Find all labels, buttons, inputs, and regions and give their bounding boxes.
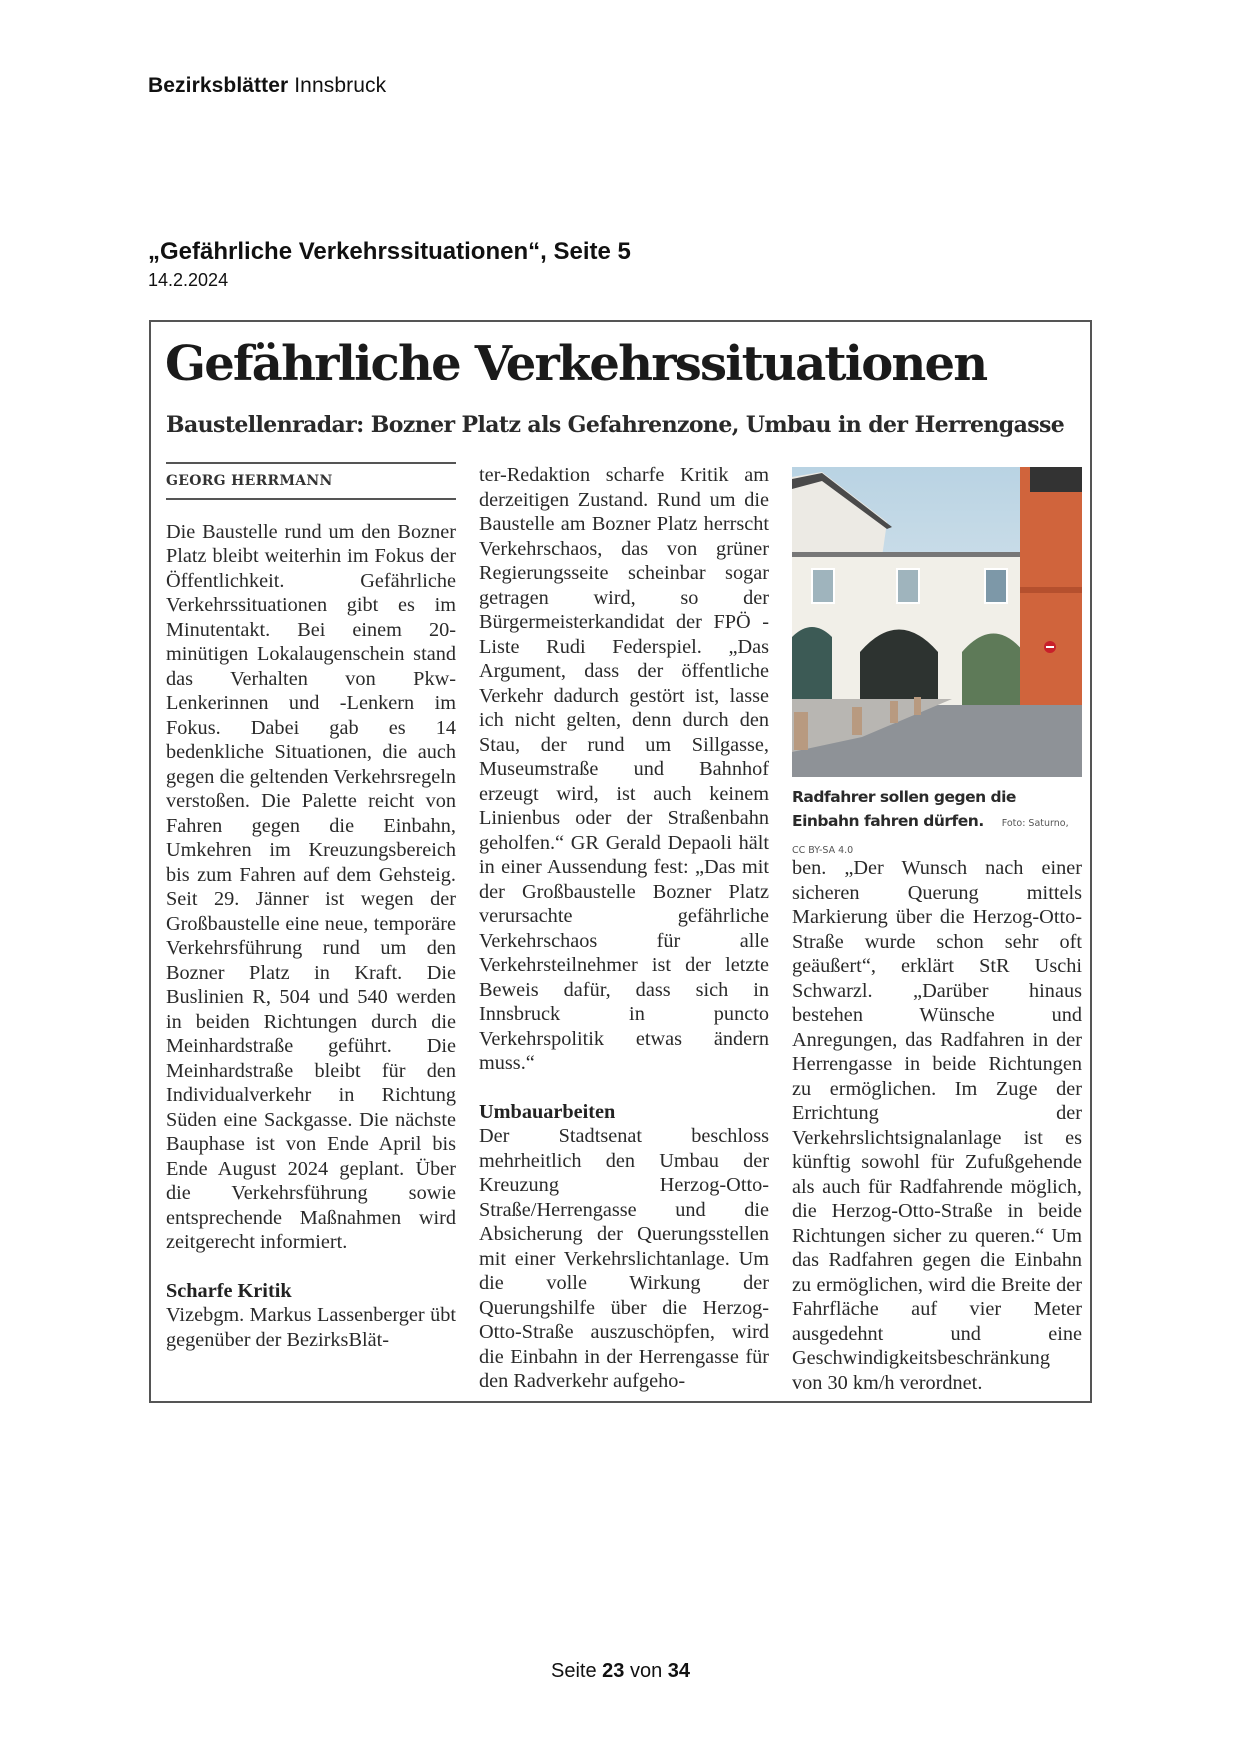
bollard: [794, 712, 808, 750]
page-middle: von: [624, 1660, 668, 1682]
article-author: GEORG HERRMANN: [166, 462, 456, 500]
column-1-paragraph-2: Vizebgm. Markus Lassenberger übt gegenüber der BezirksBlät-: [166, 1304, 456, 1351]
article-column-3: [792, 856, 1082, 1395]
red-building-top: [1030, 467, 1082, 492]
document-date: 14.2.2024: [148, 270, 229, 290]
arcade-cornice: [792, 552, 1022, 557]
current-page-number: 23: [602, 1660, 625, 1682]
window: [812, 569, 834, 603]
publication-name-regular: Innsbruck: [288, 74, 387, 97]
publication-name: [148, 74, 386, 98]
page-prefix: Seite: [550, 1660, 603, 1682]
photo-caption: [792, 785, 1082, 863]
page-footer: [0, 1660, 1241, 1683]
left-arch: [792, 627, 832, 705]
section-heading-umbauarbeiten: Umbauarbeiten: [479, 1100, 616, 1123]
document-title: „Gefährliche Verkehrssituationen“, Seite 5: [148, 238, 631, 265]
no-entry-sign-bar: [1046, 646, 1054, 648]
photo-caption-text: Radfahrer sollen gegen die Einbahn fahren dürfen.: [792, 788, 1016, 830]
article-column-1: [166, 462, 456, 1352]
article-photo: [792, 467, 1082, 777]
publication-name-bold: Bezirksblätter: [148, 74, 289, 97]
center-arch: [860, 630, 938, 708]
bollard: [852, 707, 862, 735]
column-1-paragraph: Die Baustelle rund um den Bozner Platz bleibt weiterhin im Fokus der Öffentlichkeit. Gefährliche Verkehrssituationen gibt es im Minutentakt. Bei einem 20-minütigen Lokalaugenschein stand das Verhalten von Pkw-Lenkerinnen und -Lenkern im Fokus. Dabei gab es 14 bedenkliche Situationen, die auch gegen die geltenden Verkehrsregeln verstoßen. Die Palette reicht von Fahren gegen die Einbahn, Umkehren im Kreuzungsbereich bis zum Fahren auf dem Gehsteig. Seit 29. Jänner ist wegen der Großbaustelle eine neue, temporäre Verkehrsführung rund um den Bozner Platz in Kraft. Die Buslinien R, 504 und 540 werden in beiden Richtungen durch die Meinhardstraße geführt. Die Meinhardstraße bleibt für den Individualverkehr in Richtung Süden eine Sackgasse. Die nächste Bauphase ist von Ende April bis Ende August 2024 geplant. Über die Verkehrsführung sowie entsprechende Maßnahmen wird zeitgerecht informiert.: [166, 520, 456, 1253]
column-2-paragraph-2: Der Stadtsenat beschloss mehrheitlich den Umbau der Kreuzung Herzog-Otto-Straße/Herrengasse und die Absicherung der Querungsstellen mit einer Verkehrslichtanlage. Um die volle Wirkung der Querungshilfe über die Herzog-Otto-Straße auszuschöpfen, wird die Einbahn in der Herrengasse für den Radverkehr aufgeho-: [479, 1125, 769, 1392]
right-arch: [962, 634, 1024, 708]
article-clipping: [149, 320, 1092, 1403]
bollard: [914, 697, 921, 715]
bollard: [890, 701, 898, 723]
arcade-photo-illustration: [792, 467, 1082, 777]
photo-credit: Foto: Saturno, CC BY-SA 4.0: [792, 818, 1069, 856]
window: [985, 569, 1007, 603]
article-column-2: [479, 463, 769, 1394]
section-heading-scharfe-kritik: Scharfe Kritik: [166, 1279, 292, 1302]
window: [897, 569, 919, 603]
red-building-ledge: [1020, 587, 1082, 593]
column-3-paragraph: ben. „Der Wunsch nach einer sicheren Querung mittels Markierung über die Herzog-Otto-Straße wurde schon sehr oft geäußert“, erklärt StR Uschi Schwarzl. „Darüber hinaus bestehen Wünsche und Anregungen, das Radfahren in der Herrengasse in beide Richtungen zu ermöglichen. Im Zuge der Errichtung der Verkehrslichtsignalanlage ist es künftig sowohl für Zufußgehende als auch für Radfahrende möglich, die Herzog-Otto-Straße in beide Richtungen sicher zu queren.“ Um das Radfahren gegen die Einbahn zu ermöglichen, wird die Breite der Fahrfläche auf vier Meter ausgedehnt und eine Geschwindigkeitsbeschränkung von 30 km/h verordnet.: [792, 857, 1082, 1394]
column-2-paragraph: ter-Redaktion scharfe Kritik am derzeitigen Zustand. Rund um die Baustelle am Bozner Platz herrscht Verkehrschaos, das von grüner Regierungsseite scheinbar sogar getragen wird, so der Bürgermeisterkandidat der FPÖ - Liste Rudi Federspiel. „Das Argument, dass der öffentliche Verkehr dadurch gestört ist, lasse ich nicht gelten, denn durch den Stau, der rund um Sillgasse, Museumstraße und Bahnhof erzeugt wird, ist auch keinem Linienbus oder der Straßenbahn geholfen.“ GR Gerald Depaoli hält in einer Aussendung fest: „Das mit der Großbaustelle Bozner Platz verursachte gefährliche Verkehrschaos für alle Verkehrsteilnehmer ist der letzte Beweis dafür, dass sich in Innsbruck in puncto Verkehrspolitik etwas ändern muss.“: [479, 464, 769, 1074]
article-headline: Gefährliche Verkehrssituationen: [165, 336, 987, 392]
total-pages: 34: [667, 1660, 690, 1682]
article-subheadline: Baustellenradar: Bozner Platz als Gefahrenzone, Umbau in der Herrengasse: [166, 412, 1065, 438]
